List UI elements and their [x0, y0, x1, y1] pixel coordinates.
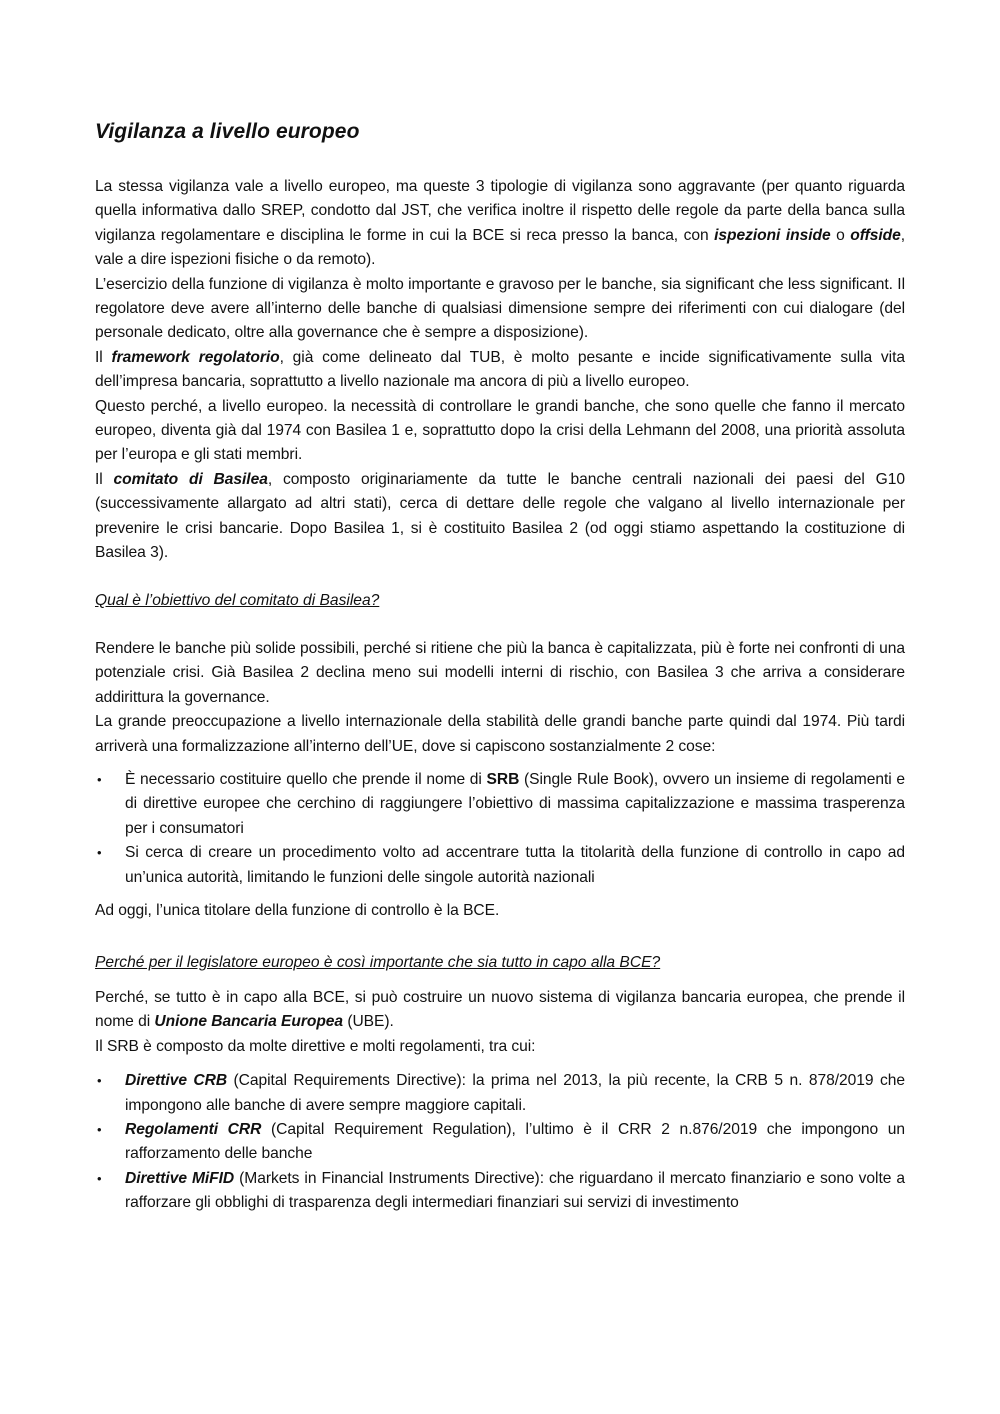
- text: Perché, se tutto è in capo alla BCE, si può costruire un nuovo sistema di vigilanza bancaria europea, che prende il nome di: [95, 989, 905, 1031]
- emphasis-term: Direttive CRB: [125, 1072, 228, 1090]
- text: Il: [95, 348, 112, 366]
- emphasis-offside: offside: [850, 226, 901, 244]
- basilea-section: [95, 637, 905, 923]
- question-legislatore-europeo: Perché per il legislatore europeo è così importante che sia tutto in capo alla BCE?: [95, 954, 661, 971]
- paragraph-funzione-vigilanza: L’esercizio della funzione di vigilanza è molto importante e gravoso per le banche, sia significant che less significant. Il regolatore deve avere all’interno delle banche di qualsiasi dimensione sempre dei riferimenti con cui dialogare (del personale dedicato, oltre alla governance che è sempre a disposizione).: [95, 275, 905, 342]
- paragraph-ube: [95, 986, 905, 1035]
- text: (Single Rule Book), ovvero un insieme di regolamenti e di direttive europee che cerchino di raggiungere l’obiettivo di massima capitalizzazione e massima trasperenza per i consumatori: [125, 771, 905, 837]
- text: (Capital Requirements Directive): la prima nel 2013, la più recente, la CRB 5 n. 878/2019 che impongono alle banche di avere sempre maggiore capitali.: [125, 1072, 905, 1114]
- question-heading-1: [95, 589, 905, 613]
- list-item: [95, 1069, 905, 1118]
- paragraph-livello-europeo: Questo perché, a livello europeo. la necessità di controllare le grandi banche, che sono quelle che fanno il mercato europeo, diventa già dal 1974 con Basilea 1 e, soprattutto dopo la crisi della Lehmann del 2008, una priorità assoluta per l’europa e gli stati membri.: [95, 397, 905, 464]
- list-item: [95, 1118, 905, 1167]
- text: La stessa vigilanza vale a livello europeo, ma queste 3 tipologie di vigilanza sono aggravante (per quanto riguarda quella informativa dallo SREP, condotto dal JST, che verifica inoltre il rispetto delle regole da parte della banca sulla vigilanza regolamentare e disciplina le forme in cui la BCE si reca presso la banca, con: [95, 178, 905, 244]
- page-title: Vigilanza a livello europeo: [95, 120, 360, 143]
- text: , vale a dire ispezioni fisiche o da remoto).: [95, 226, 906, 269]
- emphasis-comitato-di-basilea: comitato di Basilea: [113, 470, 268, 488]
- paragraph-vigilanza-europea: [95, 175, 905, 273]
- emphasis-term: Direttive MiFID: [125, 1169, 235, 1187]
- paragraph-srb-composizione: Il SRB è composto da molte direttive e molti regolamenti, tra cui:: [95, 1037, 536, 1055]
- bullet-list-ue: [95, 768, 905, 890]
- paragraph-framework: [95, 346, 905, 395]
- intro-section: [95, 175, 905, 566]
- emphasis-framework-regolatorio: framework regolatorio: [111, 348, 280, 366]
- bullet-icon: •: [97, 772, 102, 788]
- emphasis-unione-bancaria-europea: Unione Bancaria Europea: [154, 1013, 344, 1031]
- list-item: [95, 841, 905, 890]
- bullet-icon: •: [97, 845, 102, 861]
- text: , composto originariamente da tutte le banche centrali nazionali dei paesi del G10 (successivamente allargato ad altri stati), cerca di dettare delle regole che valgano al livello internazionale per prevenire le crisi bancarie. Dopo Basilea 1, si è costituito Basilea 2 (od oggi stiamo aspettando la costituzione di Basilea 3).: [95, 470, 905, 562]
- paragraph-bce: Ad oggi, l’unica titolare della funzione di controllo è la BCE.: [95, 902, 500, 920]
- paragraph-comitato-basilea: [95, 468, 905, 566]
- question-heading-2: [95, 951, 905, 975]
- text: , già come delineato dal TUB, è molto pesante e incide significativamente sulla vita dell’impresa bancaria, soprattutto a livello nazionale ma ancora di più a livello europeo.: [95, 348, 906, 391]
- list-item: [95, 768, 905, 841]
- paragraph-banche-solide: Rendere le banche più solide possibili, perché si ritiene che più la banca è capitalizzata, più è forte nei confronti di una potenziale crisi. Già Basilea 2 declina meno sui modelli interni di rischio, con Basilea 3 che arriva a considerare addirittura la governance.: [95, 640, 905, 706]
- text: È necessario costituire quello che prende il nome di: [125, 771, 487, 789]
- bullet-list-srb: [95, 1069, 905, 1215]
- emphasis-ispezioni-inside: ispezioni inside: [714, 226, 831, 244]
- text: (Capital Requirement Regulation), l’ultimo è il CRR 2 n.876/2019 che impongono un rafforzamento delle banche: [125, 1121, 905, 1163]
- text: (Markets in Financial Instruments Directive): che riguardano il mercato finanziario e sono volte a rafforzare gli obblighi di trasparenza degli intermediari finanziari sui servizi di investimento: [125, 1169, 906, 1212]
- emphasis-srb: SRB: [486, 771, 520, 789]
- text: (UBE).: [343, 1013, 394, 1031]
- ube-section: [95, 986, 905, 1216]
- bullet-icon: •: [97, 1170, 102, 1186]
- paragraph-preoccupazione: La grande preoccupazione a livello internazionale della stabilità delle grandi banche parte quindi dal 1974. Più tardi arriverà una formalizzazione all’interno dell’UE, dove si capiscono sostanzialmente 2 cose:: [95, 713, 905, 755]
- text: Il: [95, 470, 114, 488]
- text: o: [830, 226, 851, 244]
- bullet-icon: •: [97, 1073, 102, 1089]
- text: Si cerca di creare un procedimento volto ad accentrare tutta la titolarità della funzione di controllo in capo ad un’unica autorità, limitando le funzioni delle singole autorità nazionali: [125, 844, 905, 886]
- question-obiettivo-basilea: Qual è l’obiettivo del comitato di Basilea?: [95, 592, 380, 609]
- bullet-icon: •: [97, 1122, 102, 1138]
- emphasis-term: Regolamenti CRR: [125, 1121, 262, 1139]
- list-item: [95, 1167, 905, 1216]
